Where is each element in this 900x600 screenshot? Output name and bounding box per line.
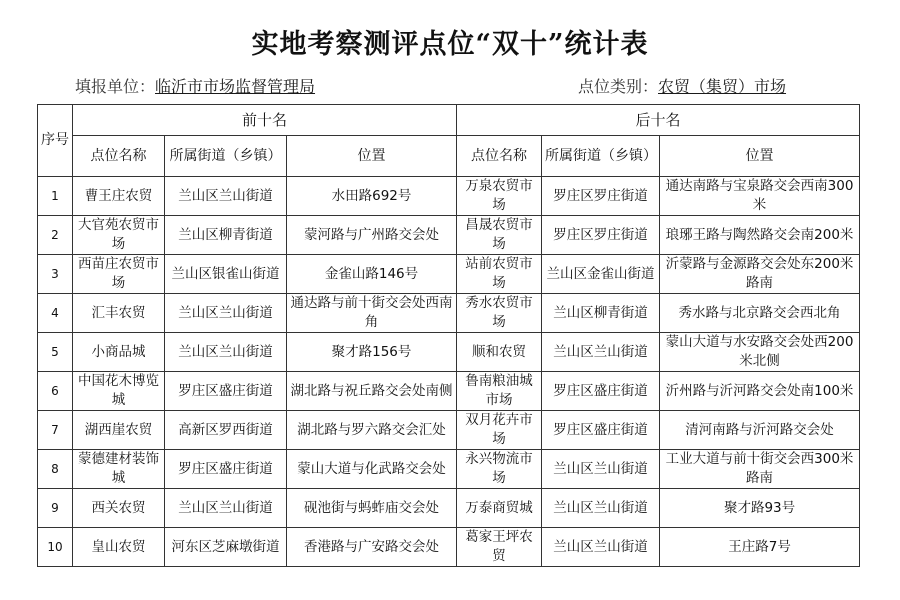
row-number: 8 [38, 450, 73, 489]
front-location: 湖北路与祝丘路交会处南侧 [287, 372, 457, 411]
front-street: 兰山区柳青街道 [165, 216, 287, 255]
col-header-front-name: 点位名称 [73, 136, 165, 177]
category-value: 农贸（集贸）市场 [658, 77, 787, 96]
front-location: 砚池街与蚂蚱庙交会处 [287, 489, 457, 528]
front-street: 高新区罗西街道 [165, 411, 287, 450]
back-street: 罗庄区罗庄街道 [542, 177, 660, 216]
front-street: 兰山区兰山街道 [165, 177, 287, 216]
col-header-front-location: 位置 [287, 136, 457, 177]
table-row [38, 333, 860, 372]
back-street: 兰山区柳青街道 [542, 294, 660, 333]
row-number: 2 [38, 216, 73, 255]
table-row [38, 216, 860, 255]
front-site-name: 中国花木博览城 [73, 372, 165, 411]
front-street: 兰山区兰山街道 [165, 489, 287, 528]
row-number: 10 [38, 528, 73, 567]
back-location: 秀水路与北京路交会西北角 [660, 294, 860, 333]
group-header-back: 后十名 [457, 105, 860, 136]
back-site-name: 万泰商贸城 [457, 489, 542, 528]
back-location: 蒙山大道与水安路交会处西200米北侧 [660, 333, 860, 372]
table-row [38, 528, 860, 567]
front-site-name: 蒙德建材装饰城 [73, 450, 165, 489]
group-header-front: 前十名 [73, 105, 457, 136]
reporter-value: 临沂市市场监督管理局 [155, 77, 316, 96]
back-location: 工业大道与前十街交会西300米路南 [660, 450, 860, 489]
row-number: 6 [38, 372, 73, 411]
row-number: 3 [38, 255, 73, 294]
back-street: 兰山区金雀山街道 [542, 255, 660, 294]
row-number: 5 [38, 333, 73, 372]
back-location: 聚才路93号 [660, 489, 860, 528]
front-site-name: 皇山农贸 [73, 528, 165, 567]
front-site-name: 曹王庄农贸 [73, 177, 165, 216]
front-street: 兰山区兰山街道 [165, 294, 287, 333]
row-number: 1 [38, 177, 73, 216]
table-row [38, 294, 860, 333]
table-row [38, 489, 860, 528]
back-street: 罗庄区盛庄街道 [542, 411, 660, 450]
back-site-name: 秀水农贸市场 [457, 294, 542, 333]
back-location: 王庄路7号 [660, 528, 860, 567]
front-location: 通达路与前十街交会处西南角 [287, 294, 457, 333]
front-street: 罗庄区盛庄街道 [165, 450, 287, 489]
table-row [38, 255, 860, 294]
front-site-name: 湖西崖农贸 [73, 411, 165, 450]
back-site-name: 双月花卉市场 [457, 411, 542, 450]
table-row [38, 372, 860, 411]
back-street: 兰山区兰山街道 [542, 450, 660, 489]
col-header-back-name: 点位名称 [457, 136, 542, 177]
page-title: 实地考察测评点位“双十”统计表 [251, 29, 649, 60]
front-street: 河东区芝麻墩街道 [165, 528, 287, 567]
back-site-name: 昌晟农贸市场 [457, 216, 542, 255]
back-site-name: 葛家王坪农贸 [457, 528, 542, 567]
ranking-table [37, 104, 860, 567]
row-number: 4 [38, 294, 73, 333]
front-site-name: 西关农贸 [73, 489, 165, 528]
front-location: 金雀山路146号 [287, 255, 457, 294]
front-location: 聚才路156号 [287, 333, 457, 372]
front-site-name: 汇丰农贸 [73, 294, 165, 333]
back-street: 兰山区兰山街道 [542, 333, 660, 372]
row-number: 9 [38, 489, 73, 528]
front-location: 蒙河路与广州路交会处 [287, 216, 457, 255]
back-location: 沂蒙路与金源路交会处东200米路南 [660, 255, 860, 294]
back-street: 兰山区兰山街道 [542, 528, 660, 567]
front-location: 湖北路与罗六路交会汇处 [287, 411, 457, 450]
back-site-name: 顺和农贸 [457, 333, 542, 372]
back-site-name: 永兴物流市场 [457, 450, 542, 489]
category-label: 点位类别： [578, 77, 659, 96]
front-street: 罗庄区盛庄街道 [165, 372, 287, 411]
col-header-back-location: 位置 [660, 136, 860, 177]
table-row [38, 411, 860, 450]
back-location: 通达南路与宝泉路交会西南300米 [660, 177, 860, 216]
col-header-front-street: 所属街道（乡镇） [165, 136, 287, 177]
front-site-name: 小商品城 [73, 333, 165, 372]
back-site-name: 站前农贸市场 [457, 255, 542, 294]
back-site-name: 万泉农贸市场 [457, 177, 542, 216]
front-location: 蒙山大道与化武路交会处 [287, 450, 457, 489]
front-location: 水田路692号 [287, 177, 457, 216]
back-street: 罗庄区盛庄街道 [542, 372, 660, 411]
seq-header: 序号 [38, 105, 73, 177]
table-row [38, 450, 860, 489]
reporter-label: 填报单位： [75, 77, 156, 96]
reporter-info [75, 74, 315, 97]
front-site-name: 西苗庄农贸市场 [73, 255, 165, 294]
front-site-name: 大官苑农贸市场 [73, 216, 165, 255]
back-site-name: 鲁南粮油城市场 [457, 372, 542, 411]
back-location: 琅琊王路与陶然路交会南200米 [660, 216, 860, 255]
back-location: 沂州路与沂河路交会处南100米 [660, 372, 860, 411]
back-street: 兰山区兰山街道 [542, 489, 660, 528]
table-row [38, 177, 860, 216]
front-location: 香港路与广安路交会处 [287, 528, 457, 567]
row-number: 7 [38, 411, 73, 450]
col-header-back-street: 所属街道（乡镇） [542, 136, 660, 177]
category-info [578, 74, 786, 97]
front-street: 兰山区银雀山街道 [165, 255, 287, 294]
back-location: 清河南路与沂河路交会处 [660, 411, 860, 450]
back-street: 罗庄区罗庄街道 [542, 216, 660, 255]
front-street: 兰山区兰山街道 [165, 333, 287, 372]
